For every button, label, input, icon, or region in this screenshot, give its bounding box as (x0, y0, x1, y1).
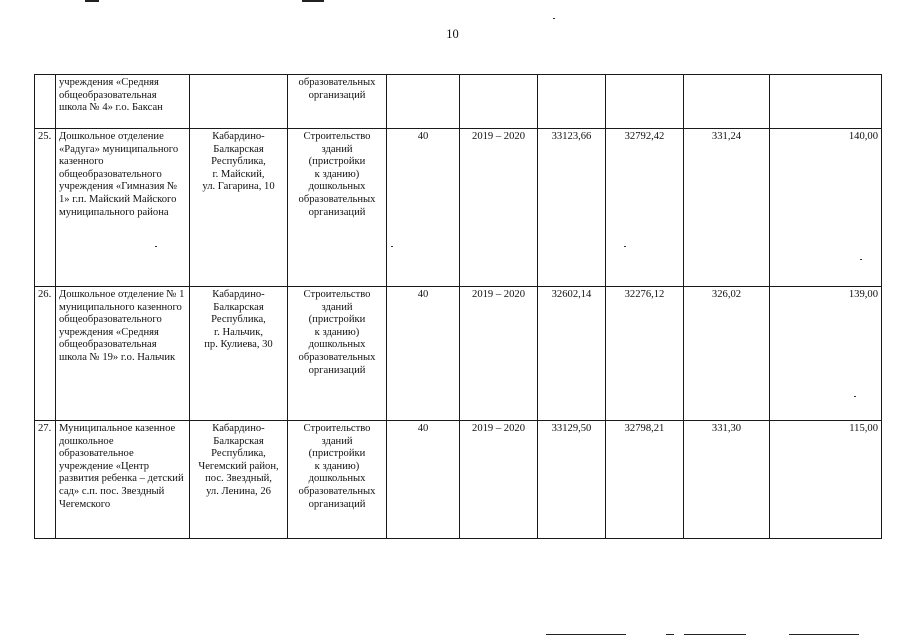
work-type-cell: Строительство зданий (пристройки к зданию) дошкольных образовательных организаций (288, 421, 387, 539)
scan-speck (391, 246, 393, 247)
extra-funds-cell: 139,00 (770, 287, 882, 421)
table-row (35, 287, 882, 421)
institution-name-cell: Дошкольное отделение № 1 муниципального казенного общеобразовательного учреждения «Средняя общеобразовательная школа № 19» г.о. Нальчик (56, 287, 190, 421)
institution-name-cell: учреждения «Средняя общеобразовательная школа № 4» г.о. Баксан (56, 75, 190, 129)
extra-funds-cell: 115,00 (770, 421, 882, 539)
capacity-cell: 40 (387, 421, 460, 539)
footer-signature-line (666, 634, 674, 635)
extra-funds-cell: 140,00 (770, 129, 882, 287)
regional-funds-cell: 331,24 (684, 129, 770, 287)
row-number-cell (35, 75, 56, 129)
row-number-cell: 25. (35, 129, 56, 287)
capacity-cell: 40 (387, 129, 460, 287)
scan-speck (624, 246, 626, 247)
top-scan-mark-right (302, 0, 324, 2)
scan-speck (854, 396, 856, 397)
address-cell: Кабардино- Балкарская Республика, г. Нальчик, пр. Кулиева, 30 (190, 287, 288, 421)
budget-table (34, 74, 882, 539)
total-cost-cell: 33123,66 (538, 129, 606, 287)
capacity-cell (387, 75, 460, 129)
capacity-cell: 40 (387, 287, 460, 421)
extra-funds-cell (770, 75, 882, 129)
work-type-cell: Строительство зданий (пристройки к зданию) дошкольных образовательных организаций (288, 287, 387, 421)
address-cell: Кабардино- Балкарская Республика, Чегемский район, пос. Звездный, ул. Ленина, 26 (190, 421, 288, 539)
federal-funds-cell: 32792,42 (606, 129, 684, 287)
federal-funds-cell: 32798,21 (606, 421, 684, 539)
regional-funds-cell (684, 75, 770, 129)
regional-funds-cell: 331,30 (684, 421, 770, 539)
federal-funds-cell: 32276,12 (606, 287, 684, 421)
total-cost-cell (538, 75, 606, 129)
scan-speck (155, 246, 157, 247)
federal-funds-cell (606, 75, 684, 129)
period-cell: 2019 – 2020 (460, 287, 538, 421)
period-cell: 2019 – 2020 (460, 421, 538, 539)
table-row (35, 421, 882, 539)
institution-name-cell: Муниципальное казенное дошкольное образовательное учреждение «Центр развития ребенка – детский сад» с.п. пос. Звездный Чегемского (56, 421, 190, 539)
regional-funds-cell: 326,02 (684, 287, 770, 421)
table-row (35, 129, 882, 287)
top-scan-mark-left (85, 0, 99, 2)
total-cost-cell: 32602,14 (538, 287, 606, 421)
work-type-cell: образовательных организаций (288, 75, 387, 129)
period-cell (460, 75, 538, 129)
address-cell: Кабардино- Балкарская Республика, г. Майский, ул. Гагарина, 10 (190, 129, 288, 287)
row-number-cell: 27. (35, 421, 56, 539)
work-type-cell: Строительство зданий (пристройки к зданию) дошкольных образовательных организаций (288, 129, 387, 287)
row-number-cell: 26. (35, 287, 56, 421)
footer-signature-line (684, 634, 746, 635)
total-cost-cell: 33129,50 (538, 421, 606, 539)
address-cell (190, 75, 288, 129)
page-number: 10 (446, 27, 459, 41)
footer-signature-line (546, 634, 626, 635)
period-cell: 2019 – 2020 (460, 129, 538, 287)
scan-speck (860, 259, 862, 260)
footer-signature-line (789, 634, 859, 635)
institution-name-cell: Дошкольное отделение «Радуга» муниципального казенного общеобразовательного учреждения «Гимназия № 1» г.п. Майский Майского муниципального района (56, 129, 190, 287)
scan-speck (553, 18, 555, 19)
table-row (35, 75, 882, 129)
